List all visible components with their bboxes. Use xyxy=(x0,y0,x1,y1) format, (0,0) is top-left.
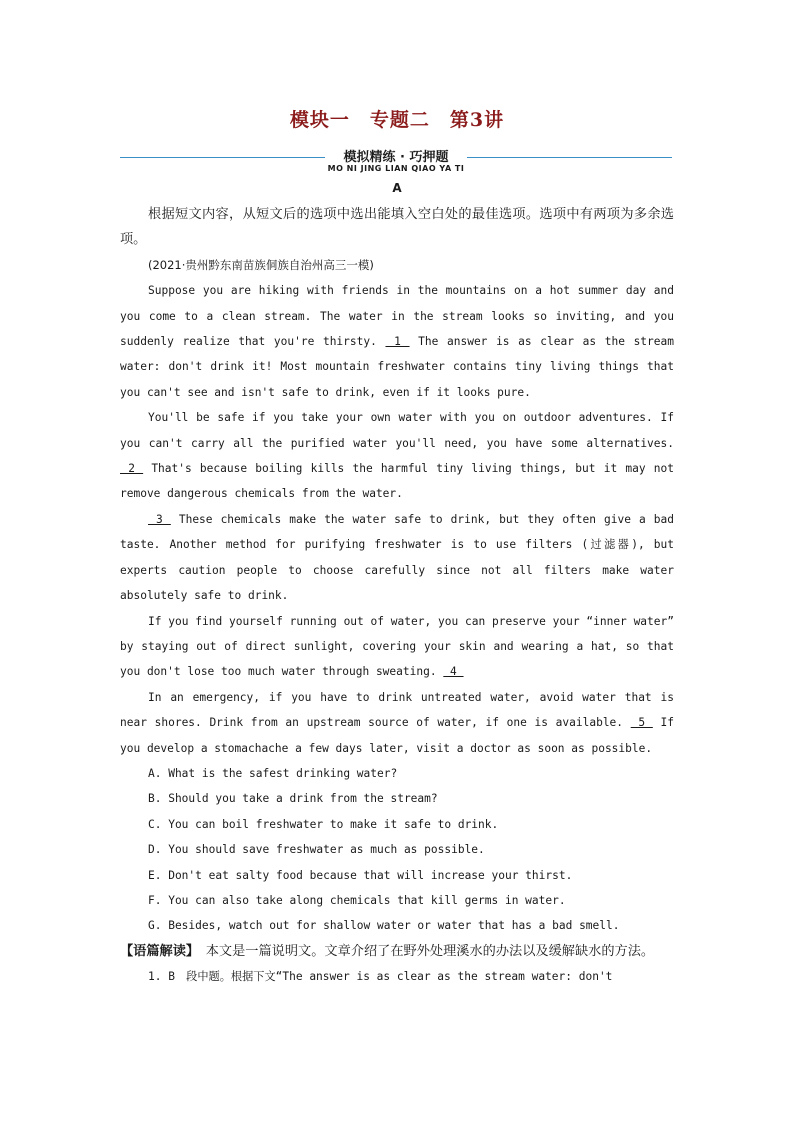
option-f: F. You can also take along chemicals that kill germs in water. xyxy=(148,893,566,907)
analysis-tag: 【语篇解读】 xyxy=(120,943,193,959)
p1-text-a: Suppose you are hiking with friends in the mountains on a hot summer day and you come to a clean stream. The water in the stream looks so inviting, and you suddenly realize that you're thirsty. xyxy=(120,284,674,349)
option-d: D. You should save freshwater as much as possible. xyxy=(148,843,485,857)
section-banner xyxy=(120,146,672,176)
p2-text-b: That's because boiling kills the harmful tiny living things, but it may not remove dangerous chemicals from the water. xyxy=(120,462,674,501)
blank-1: 1 xyxy=(385,335,410,349)
option-c: C. You can boil freshwater to make it safe to drink. xyxy=(148,817,499,831)
p2-text-a: You'll be safe if you take your own water with you on outdoor adventures. If you can't carry all the purified water you'll need, you have some alternatives. xyxy=(120,411,674,450)
p5-text-a: In an emergency, if you have to drink untreated water, avoid water that is near shores. Drink from an upstream source of water, if one is available. xyxy=(120,690,674,730)
p4-text-a: If you find yourself running out of water, you can preserve your “inner water” by staying out of direct sunlight, covering your skin and wearing a hat, so that you don't lose too much water through sweating. xyxy=(120,614,674,679)
option-a: A. What is the safest drinking water? xyxy=(148,766,398,780)
passage-paragraph-3 xyxy=(120,507,674,609)
p1-text-b: The answer is as clear as the stream water: don't drink it! Most mountain freshwater contains tiny living things that you can't see and isn't safe to drink, even if it looks pure. xyxy=(120,335,674,399)
banner-pinyin: MO NI JING LIAN QIAO YA TI xyxy=(327,164,465,173)
banner-label: 模拟精练 · 巧押题 xyxy=(343,150,449,165)
analysis-paragraph xyxy=(120,939,674,964)
option-g: G. Besides, watch out for shallow water or water that has a bad smell. xyxy=(148,919,620,933)
answer-1-text: 段中题。根据下文“The answer is as clear as the stream water: don't xyxy=(174,970,613,984)
blank-5: 5 xyxy=(630,716,653,730)
passage-paragraph-4 xyxy=(120,609,674,685)
source-note: (2021·贵州黔东南苗族侗族自治州高三一模) xyxy=(148,257,374,272)
answer-1-label: 1. B xyxy=(148,970,175,984)
section-letter: A xyxy=(392,181,402,195)
passage-paragraph-2 xyxy=(120,405,674,507)
instruction: 根据短文内容，从短文后的选项中选出能填入空白处的最佳选项。选项中有两项为多余选项。 xyxy=(120,207,674,248)
option-b: B. Should you take a drink from the stream? xyxy=(148,792,438,806)
answer-1 xyxy=(120,964,674,989)
blank-3: 3 xyxy=(148,512,171,526)
analysis-text: 本文是一篇说明文。文章介绍了在野外处理溪水的办法以及缓解缺水的方法。 xyxy=(192,943,655,959)
p5-text-b: If you develop a stomachache a few days later, visit a doctor as soon as possible. xyxy=(120,716,674,755)
passage-paragraph-5 xyxy=(120,685,674,761)
option-e: E. Don't eat salty food because that will increase your thirst. xyxy=(148,868,573,882)
p3-text-b: These chemicals make the water safe to drink, but they often give a bad taste. Another method for purifying freshwater is to use filters (过滤器), but experts caution people to choose carefully since not all filters make water absolutely safe to drink. xyxy=(120,512,674,603)
page-title: 模块一 专题二 第3讲 xyxy=(289,109,505,131)
blank-4: 4 xyxy=(443,665,464,679)
document-body xyxy=(120,202,674,990)
passage-paragraph-1 xyxy=(120,278,674,405)
blank-2: 2 xyxy=(120,462,144,476)
